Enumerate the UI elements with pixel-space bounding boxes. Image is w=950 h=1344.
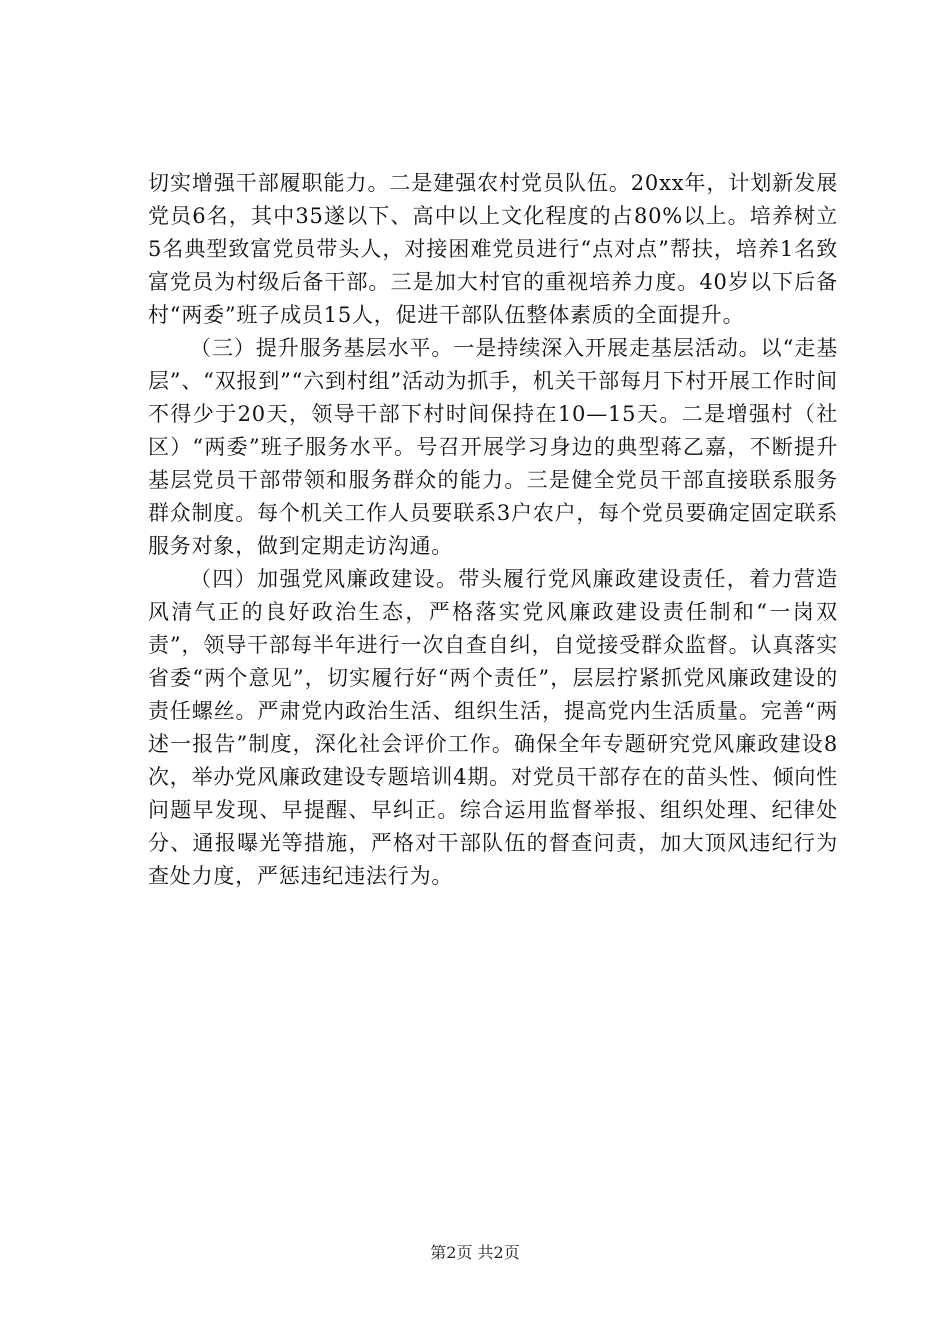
paragraph-1: 切实增强干部履职能力。二是建强农村党员队伍。20xx年，计划新发展党员6名，其中35遂以下、高中以上文化程度的占80%以上。培养树立5名典型致富党员带头人，对接困难党员进行“点对点”帮扶，培养1名致富党员为村级后备干部。三是加大村官的重视培养力度。40岁以下后备村“两委”班子成员15人，促进干部队伍整体素质的全面提升。 [148, 171, 838, 327]
paragraph-2: （三）提升服务基层水平。一是持续深入开展走基层活动。以“走基层”、“双报到”“六到村组”活动为抓手，机关干部每月下村开展工作时间不得少于20天，领导干部下村时间保持在10—15天。二是增强村（社区）“两委”班子服务水平。号召开展学习身边的典型蒋乙嘉，不断提升基层党员干部带领和服务群众的能力。三是健全党员干部直接联系服务群众制度。每个机关工作人员要联系3户农户，每个党员要确定固定联系服务对象，做到定期走访沟通。 [148, 336, 838, 558]
document-body [148, 167, 838, 893]
paragraph-3: （四）加强党风廉政建设。带头履行党风廉政建设责任，着力营造风清气正的良好政治生态，严格落实党风廉政建设责任制和“一岗双责”，领导干部每半年进行一次自查自纠，自觉接受群众监督。认真落实省委“两个意见”，切实履行好“两个责任”，层层拧紧抓党风廉政建设的责任螺丝。严肃党内政治生活、组织生活，提高党内生活质量。完善“两述一报告”制度，深化社会评价工作。确保全年专题研究党风廉政建设8次，举办党风廉政建设专题培训4期。对党员干部存在的苗头性、倾向性问题早发现、早提醒、早纠正。综合运用监督举报、组织处理、纪律处分、通报曝光等措施，严格对干部队伍的督查问责，加大顶风违纪行为查处力度，严惩违纪违法行为。 [148, 567, 838, 888]
page-footer: 第2页 共2页 [430, 1243, 520, 1262]
